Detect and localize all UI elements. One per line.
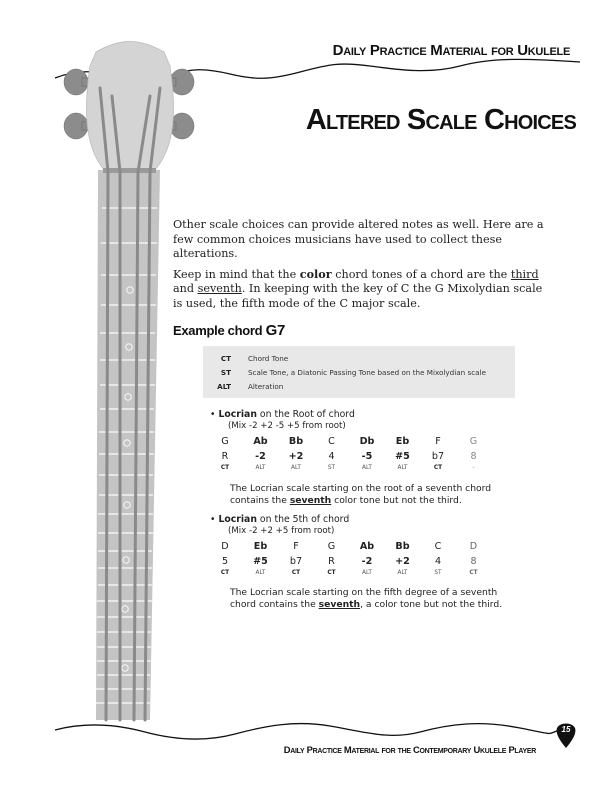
section-formula: (Mix -2 +2 -5 +5 from root) [228,421,346,431]
running-footer: Daily Practice Material for the Contemporary Ukulele Player [283,744,536,755]
scale-type-cell: CT [291,570,301,576]
example-chord: G7 [265,322,286,339]
scale-note-cell: Ab [253,436,268,447]
scale-degree-cell: #5 [395,451,410,462]
legend-desc: Chord Tone [248,354,289,363]
bullet: • [210,514,216,525]
page-number: 15 [561,725,571,734]
scale-degree-cell: R [221,451,229,462]
scale-degree-cell: #5 [253,556,268,567]
headstock [86,42,173,171]
page-title: Altered Scale Choices [305,104,576,136]
example-chord-heading [173,322,285,339]
scale-note-cell: G [221,436,229,447]
scale-note-cell: Db [359,436,375,447]
section-note [230,587,520,611]
scale-degree-cell: -5 [361,451,373,462]
scale-type-cell: ALT [397,465,408,471]
bullet: • [210,409,216,420]
intro-p2-part: . In keeping with the key of C the G Mixolydian scale is used, the fifth mode of the C major scale. [173,282,543,310]
legend-abbr: ALT [217,382,231,391]
scale-context: on the 5th of chord [256,514,350,525]
scale-type-cell: CT [469,570,478,576]
scale-degree-cell: 4 [434,556,442,567]
scale-note-cell: G [327,541,336,552]
note-emphasis: seventh [318,599,361,610]
legend-box [203,346,515,398]
intro-p2-bold: color [299,266,332,281]
scale-type-cell: ALT [255,570,266,576]
scale-type-cell: ALT [362,465,372,471]
scale-type-cell: CT [433,465,443,471]
intro-p2-underline: third [510,267,539,281]
scale-note-cell: Bb [395,541,410,552]
scale-degree-cell: 5 [221,556,229,567]
intro-p2-part: Keep in mind that the [173,267,300,281]
scale-name: Locrian [218,514,257,525]
scale-type-cell: ALT [255,465,266,471]
scale-degree-cell: 4 [328,451,335,462]
section-heading [210,409,355,420]
scale-note-cell: G [469,436,478,447]
note-emphasis: seventh [289,495,332,506]
intro-paragraph-2 [173,267,553,312]
example-label: Example chord [173,323,266,338]
intro-text [173,218,553,316]
scale-note-cell: F [435,436,441,447]
scale-note-cell: D [221,541,229,552]
scale-degree-cell: -2 [361,556,373,567]
scale-type-cell: CT [327,570,336,576]
scale-type-cell: CT [220,465,230,471]
scale-note-cell: F [293,541,299,552]
scale-degree-cell: +2 [288,451,304,462]
scale-type-cell: ALT [362,570,372,576]
scale-context: on the Root of chord [256,409,355,420]
intro-p2-part: chord tones of a chord are the [331,267,511,281]
legend-desc: Scale Tone, a Diatonic Passing Tone based on the Mixolydian scale [248,368,486,377]
scale-note-cell: C [328,436,335,447]
scale-note-cell: Bb [288,436,304,447]
legend-desc: Alteration [248,382,284,391]
scale-type-cell: ST [434,570,442,576]
scale-degree-cell: -2 [255,451,266,462]
scale-degree-cell: R [328,556,335,567]
section-heading [210,514,349,525]
intro-paragraph-1: Other scale choices can provide altered notes as well. Here are a few common choices musicians have used to collect these alterations. [173,218,544,260]
scale-type-cell: ALT [291,465,301,471]
running-header: Daily Practice Material for Ukulele [332,42,570,59]
scale-type-cell: CT [220,570,230,576]
legend-abbr: ST [220,368,231,377]
scale-degree-cell: +2 [395,556,410,567]
legend-abbr: CT [220,354,231,363]
note-text: The Locrian scale starting on the fifth degree of a seventh chord contains the [230,587,498,610]
scale-name: Locrian [218,409,257,420]
scale-note-cell: Eb [395,436,410,447]
scale-type-cell: ST [327,465,336,471]
note-text: color tone but not the third. [331,495,462,506]
note-text: , a color tone but not the third. [360,599,503,610]
section-note [230,483,520,507]
note-text: The Locrian scale starting on the root of a seventh chord contains the [230,483,492,506]
intro-p2-part: and [173,282,198,295]
scale-note-cell: Ab [359,541,375,552]
section-formula: (Mix -2 +2 +5 from root) [228,526,335,536]
intro-p2-underline: seventh [197,282,242,295]
bottom-wavy-rule [55,724,560,740]
scale-degree-cell: b7 [289,556,303,567]
scale-note-cell: C [434,541,442,552]
scale-note-cell: Eb [253,541,268,552]
scale-note-cell: D [469,541,478,552]
scale-degree-cell: 8 [470,556,477,567]
scale-degree-cell: 8 [470,451,477,462]
scale-type-cell: - [472,465,475,471]
scale-degree-cell: b7 [431,451,445,462]
scale-type-cell: ALT [397,570,408,576]
